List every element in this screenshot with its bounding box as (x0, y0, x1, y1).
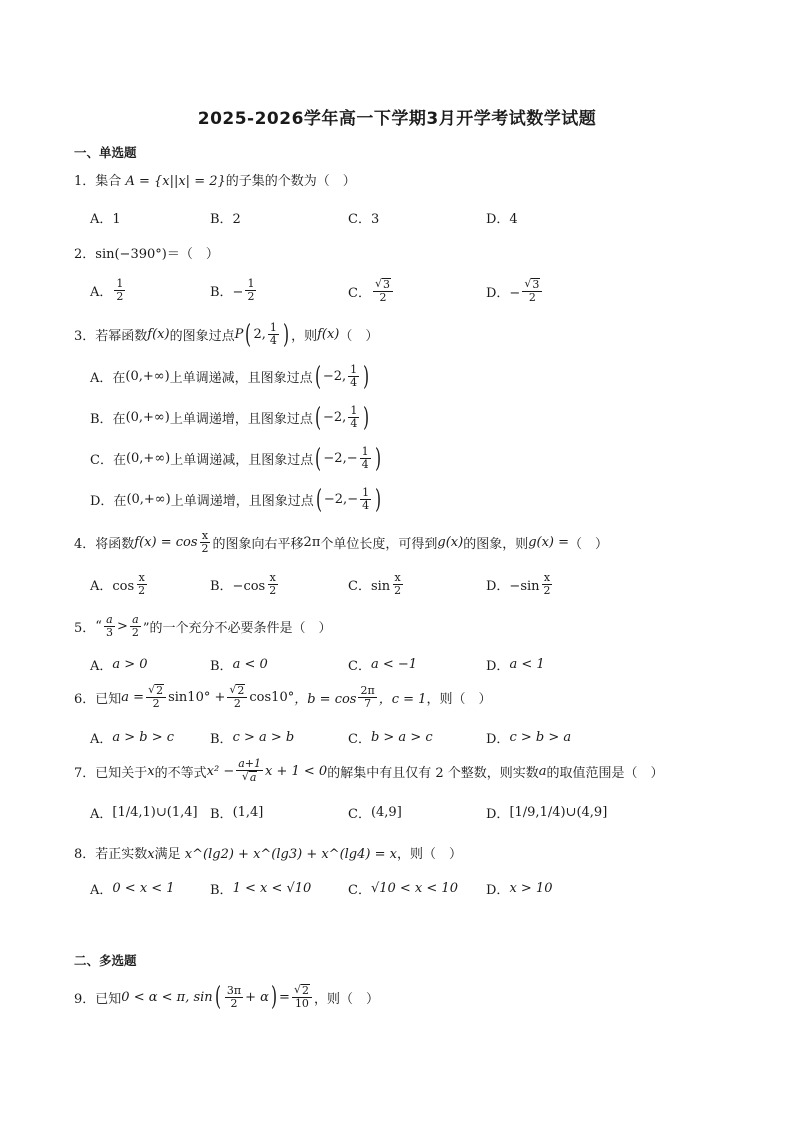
question-9: 9． 已知 0 < α < π, sin ( $\frac{3\pi}{2}$ + α ) = √ 2 10 ，则（ ） (74, 982, 379, 1012)
fraction: $\frac{1}{4}$ (362, 486, 370, 512)
question-text: 的解集中有且仅有 2 个整数，则实数 (327, 765, 539, 781)
option-b[interactable]: B．在 (0,+∞) 上单调递增，且图象过点 ( −2, $\frac{1}{4}$ ) (90, 402, 370, 433)
fraction: $\frac{1}{2}$ (247, 277, 255, 303)
fraction: $\frac{1}{4}$ (350, 404, 358, 430)
option-c[interactable]: C． (4,9] (348, 805, 402, 822)
question-number: 7． (74, 765, 96, 781)
option-c[interactable]: C．sin $\frac{x}{2}$ (348, 571, 402, 597)
fraction: √ 2 2 (227, 684, 247, 710)
option-label: C． (348, 285, 371, 301)
math-equation: x^(lg2) + x^(lg3) + x^(lg4) = x (184, 847, 397, 862)
fraction: $\frac{1}{2}$ (116, 277, 124, 303)
fraction: √ 3 2 (373, 278, 393, 304)
math-set: A = {x||x| = 2} (125, 174, 226, 189)
option-c[interactable]: C． a < −1 (348, 657, 418, 674)
fraction: $\frac{1}{4}$ (269, 321, 277, 347)
question-text: 的取值范围是（ ） (546, 765, 664, 781)
option-b[interactable]: B．−cos $\frac{x}{2}$ (210, 571, 277, 597)
option-b[interactable]: B． 1 < x < √10 (210, 881, 312, 898)
math-gx: g(x) (437, 535, 464, 550)
option-label: B．− (210, 285, 244, 300)
option-d[interactable]: D． [1/9,1/4)∪(4,9] (486, 805, 608, 822)
option-a[interactable]: A．cos $\frac{x}{2}$ (90, 571, 146, 597)
question-text: ，则（ ） (313, 991, 379, 1007)
option-label: D．− (486, 285, 521, 301)
question-text: （ ） (339, 329, 379, 344)
fraction: a+1 √ a (238, 757, 262, 784)
question-text: 集合 (95, 174, 122, 189)
option-d[interactable]: D． a < 1 (486, 657, 545, 674)
fraction: $\frac{a}{2}$ (131, 613, 139, 639)
question-text: （ ） (569, 537, 609, 552)
option-c[interactable]: C． b > a > c (348, 730, 433, 747)
question-text: 已知 (95, 991, 122, 1007)
fraction: $\frac{1}{4}$ (350, 363, 358, 389)
exam-title: 2025-2026学年高一下学期3月开学考试数学试题 (197, 109, 597, 129)
question-text: 满足 (154, 847, 181, 862)
fraction: $\frac{3\pi}{2}$ (226, 983, 242, 1010)
question-text: 个单位长度，可得到 (320, 537, 438, 552)
fraction: $\frac{x}{2}$ (138, 571, 146, 597)
option-a[interactable]: A． 0 < x < 1 (90, 881, 175, 898)
question-text: ，则（ ） (426, 691, 492, 707)
question-number: 6． (74, 691, 96, 707)
math-gx: g(x) = (528, 535, 570, 550)
option-c[interactable]: C．3 (348, 212, 380, 227)
math-shift: 2π (303, 535, 321, 550)
option-a[interactable] (90, 278, 127, 303)
math-interval: (0,+∞) (125, 410, 170, 425)
fraction: $\frac{x}{2}$ (394, 571, 402, 597)
option-c[interactable] (348, 278, 395, 304)
question-text: 的图象过点 (169, 329, 235, 344)
question-number: 8． (74, 847, 96, 862)
question-number: 5． (74, 621, 96, 636)
question-number: 2． (74, 247, 96, 262)
question-text: 已知 (95, 691, 122, 707)
question-text: ”的一个充分不必要条件是（ ） (142, 621, 332, 636)
section-multiple-choice: 二、多选题 (74, 953, 137, 968)
option-d[interactable]: D．在 (0,+∞) 上单调递增，且图象过点 ( −2, − $\frac{1}{4}$ ) (90, 484, 382, 515)
option-b[interactable] (210, 278, 258, 303)
question-4 (74, 530, 608, 555)
math-interval: (0,+∞) (125, 451, 171, 466)
question-text: 的子集的个数为（ ） (225, 174, 356, 189)
question-8: 8．若正实数x满足 x^(lg2) + x^(lg3) + x^(lg4) = x，则（ ） (74, 847, 462, 862)
option-a[interactable]: A． a > 0 (90, 657, 148, 674)
question-number: 9． (74, 991, 96, 1007)
option-a[interactable]: A．在 (0,+∞) 上单调递减，且图象过点 ( −2, $\frac{1}{4}$ ) (90, 361, 370, 392)
math-point: 2, (253, 327, 266, 342)
option-b[interactable]: B． a < 0 (210, 657, 268, 674)
question-7: 7． 已知关于 x 的不等式 x² − a+1 √ a x + 1 < 0 的解集中有且仅有 2 个整数，则实数 a 的取值范围是（ ） (74, 757, 664, 784)
fraction: $\frac{a}{3}$ (105, 613, 113, 639)
option-a[interactable]: A．1 (90, 212, 121, 227)
math-fx: f(x) (317, 327, 340, 342)
question-text: 已知关于 (95, 765, 148, 781)
question-number: 4． (74, 537, 96, 552)
option-b[interactable]: B．2 (210, 212, 241, 227)
fraction: $\frac{2\pi}{7}$ (360, 683, 375, 710)
question-number: 3． (74, 329, 96, 344)
question-6: 6． 已知 a = √ 2 2 sin10° + √ 2 2 cos10° ，b = cos $\frac{2\pi}{7}$ ，c = 1 ，则（ ） (74, 683, 492, 710)
fraction: $\frac{x}{2}$ (543, 571, 551, 597)
option-b[interactable]: B． c > a > b (210, 730, 295, 747)
section-single-choice: 一、单选题 (74, 145, 137, 160)
option-a[interactable]: A． a > b > c (90, 730, 175, 747)
question-text: 若幂函数 (95, 329, 148, 344)
option-d[interactable]: D．4 (486, 212, 518, 227)
math-fx: f(x) (147, 327, 170, 342)
fraction: $\frac{1}{4}$ (361, 445, 369, 471)
math-interval: (0,+∞) (125, 369, 170, 384)
option-c[interactable]: C．在 (0,+∞) 上单调递减，且图象过点 ( −2, − $\frac{1}{4}$ ) (90, 443, 381, 474)
question-text: 将函数 (95, 537, 135, 552)
math-interval: (0,+∞) (126, 492, 171, 507)
question-text: sin(−390°)＝（ ） (95, 247, 219, 262)
fraction: √ 2 10 (292, 984, 312, 1010)
question-text: 的图象向右平移 (212, 537, 304, 552)
fraction: $\frac{x}{2}$ (201, 529, 209, 555)
math-fx: f(x) = cos (134, 535, 198, 550)
question-text: ，则（ ） (396, 847, 462, 862)
question-2 (74, 243, 219, 262)
question-text: 的图象，则 (463, 537, 529, 552)
fraction: √ 3 2 (522, 278, 542, 304)
option-a[interactable]: A． [1/4,1)∪(1,4] (90, 805, 198, 822)
option-d[interactable] (486, 278, 544, 304)
option-d[interactable]: D． c > b > a (486, 730, 572, 747)
option-b[interactable]: B． (1,4] (210, 805, 264, 822)
question-text: 若正实数 (95, 847, 148, 862)
fraction: $\frac{x}{2}$ (269, 571, 277, 597)
option-label: A． (90, 285, 113, 300)
fraction: √ 2 2 (146, 684, 166, 710)
option-d[interactable]: D． x > 10 (486, 881, 553, 898)
question-text: 的不等式 (154, 765, 207, 781)
question-5: 5． “ $\frac{a}{3}$ > $\frac{a}{2}$ ”的一个充分不必要条件是（ ） (74, 613, 332, 639)
math-point-label: P (234, 327, 244, 342)
option-c[interactable]: C． √10 < x < 10 (348, 881, 458, 898)
question-1 (74, 170, 356, 189)
option-d[interactable]: D．−sin $\frac{x}{2}$ (486, 571, 551, 597)
question-3: 3． 若幂函数 f(x) 的图象过点 P ( 2, $\frac{1}{4}$ ) ，则 f(x) （ ） (74, 319, 379, 350)
question-text: ，则 (291, 329, 318, 344)
question-number: 1． (74, 174, 96, 189)
